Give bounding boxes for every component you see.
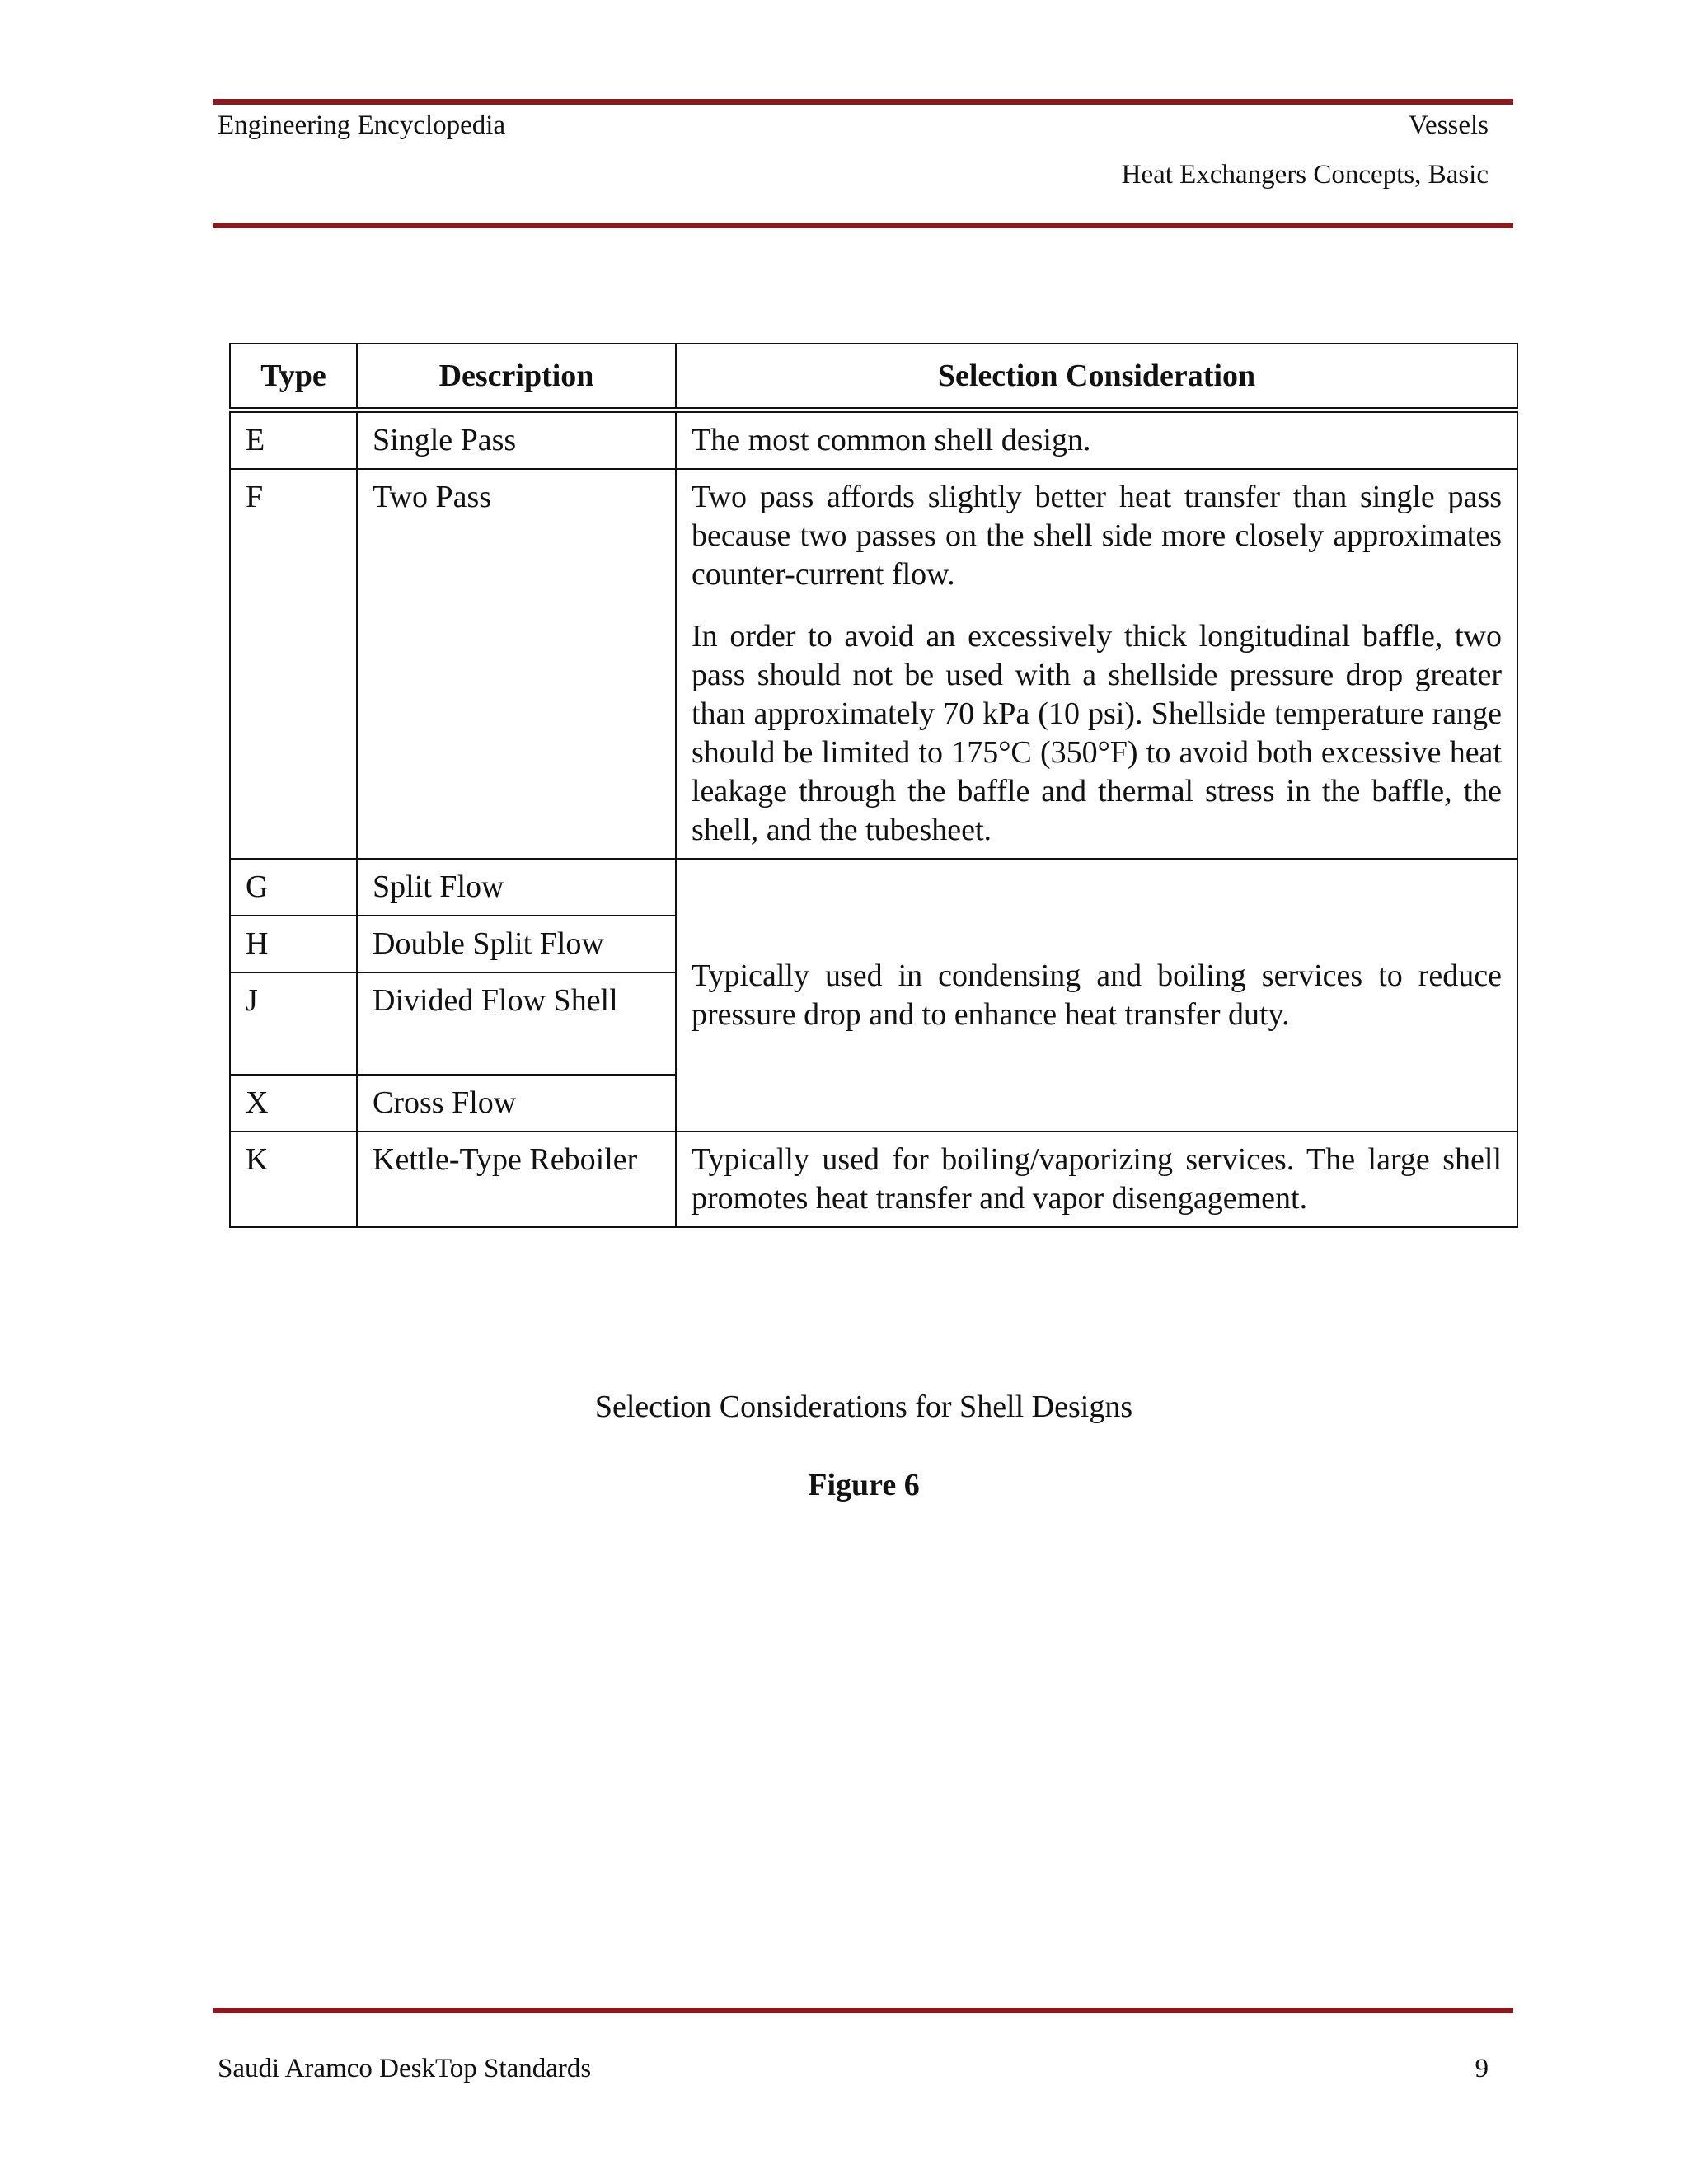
type-cell: F (230, 469, 357, 859)
type-cell: H (230, 916, 357, 972)
group-consideration-cell (676, 859, 1517, 1132)
description-cell: Divided Flow Shell (357, 972, 676, 1075)
column-header-description: Description (357, 344, 676, 410)
description-cell: Split Flow (357, 859, 676, 916)
consideration-text: In order to avoid an excessively thick longitudinal baffle, two pass should not be used with a shellside pressure drop greater than approximately 70 kPa (10 psi). Shellside temperature range should be limited to 175°C (350°F) to avoid both excessive heat leakage through the baffle and thermal stress in the baffle, the shell, and the tubesheet. (692, 619, 1502, 847)
type-cell: J (230, 972, 357, 1075)
header-right-title: Vessels (1408, 110, 1489, 140)
consideration-cell (676, 469, 1517, 859)
consideration-cell (676, 410, 1517, 470)
consideration-text: The most common shell design. (692, 423, 1091, 457)
header-subtitle: Heat Exchangers Concepts, Basic (1121, 160, 1489, 190)
shell-selection-table (229, 343, 1518, 1228)
column-header-consideration: Selection Consideration (676, 344, 1517, 410)
description-cell: Single Pass (357, 410, 676, 470)
description-cell: Double Split Flow (357, 916, 676, 972)
description-cell: Kettle-Type Reboiler (357, 1132, 676, 1227)
table-row (230, 1132, 1517, 1227)
figure-number: Figure 6 (808, 1468, 920, 1502)
table-header-row (230, 344, 1517, 410)
header-rule-bottom (213, 223, 1513, 228)
consideration-cell (676, 1132, 1517, 1227)
description-cell: Two Pass (357, 469, 676, 859)
consideration-text: Typically used in condensing and boiling services to reduce pressure drop and to enhance heat transfer duty. (692, 958, 1502, 1032)
footer-rule (213, 2008, 1513, 2013)
table-row (230, 469, 1517, 859)
table-row (230, 410, 1517, 470)
header-rule-top (213, 99, 1513, 105)
figure-caption-title: Selection Considerations for Shell Designs (594, 1390, 1133, 1424)
column-header-type: Type (230, 344, 357, 410)
type-cell: K (230, 1132, 357, 1227)
footer-source: Saudi Aramco DeskTop Standards (218, 2054, 592, 2083)
consideration-text: Typically used for boiling/vaporizing services. The large shell promotes heat transfer and vapor disengagement. (692, 1142, 1502, 1216)
header-left-title: Engineering Encyclopedia (218, 110, 506, 140)
type-cell: X (230, 1075, 357, 1132)
description-cell: Cross Flow (357, 1075, 676, 1132)
page-number: 9 (1475, 2054, 1489, 2083)
table-row (230, 859, 1517, 916)
type-cell: G (230, 859, 357, 916)
consideration-text: Two pass affords slightly better heat transfer than single pass because two passes on the shell side more closely approximates counter-current flow. (692, 480, 1502, 592)
type-cell: E (230, 410, 357, 470)
